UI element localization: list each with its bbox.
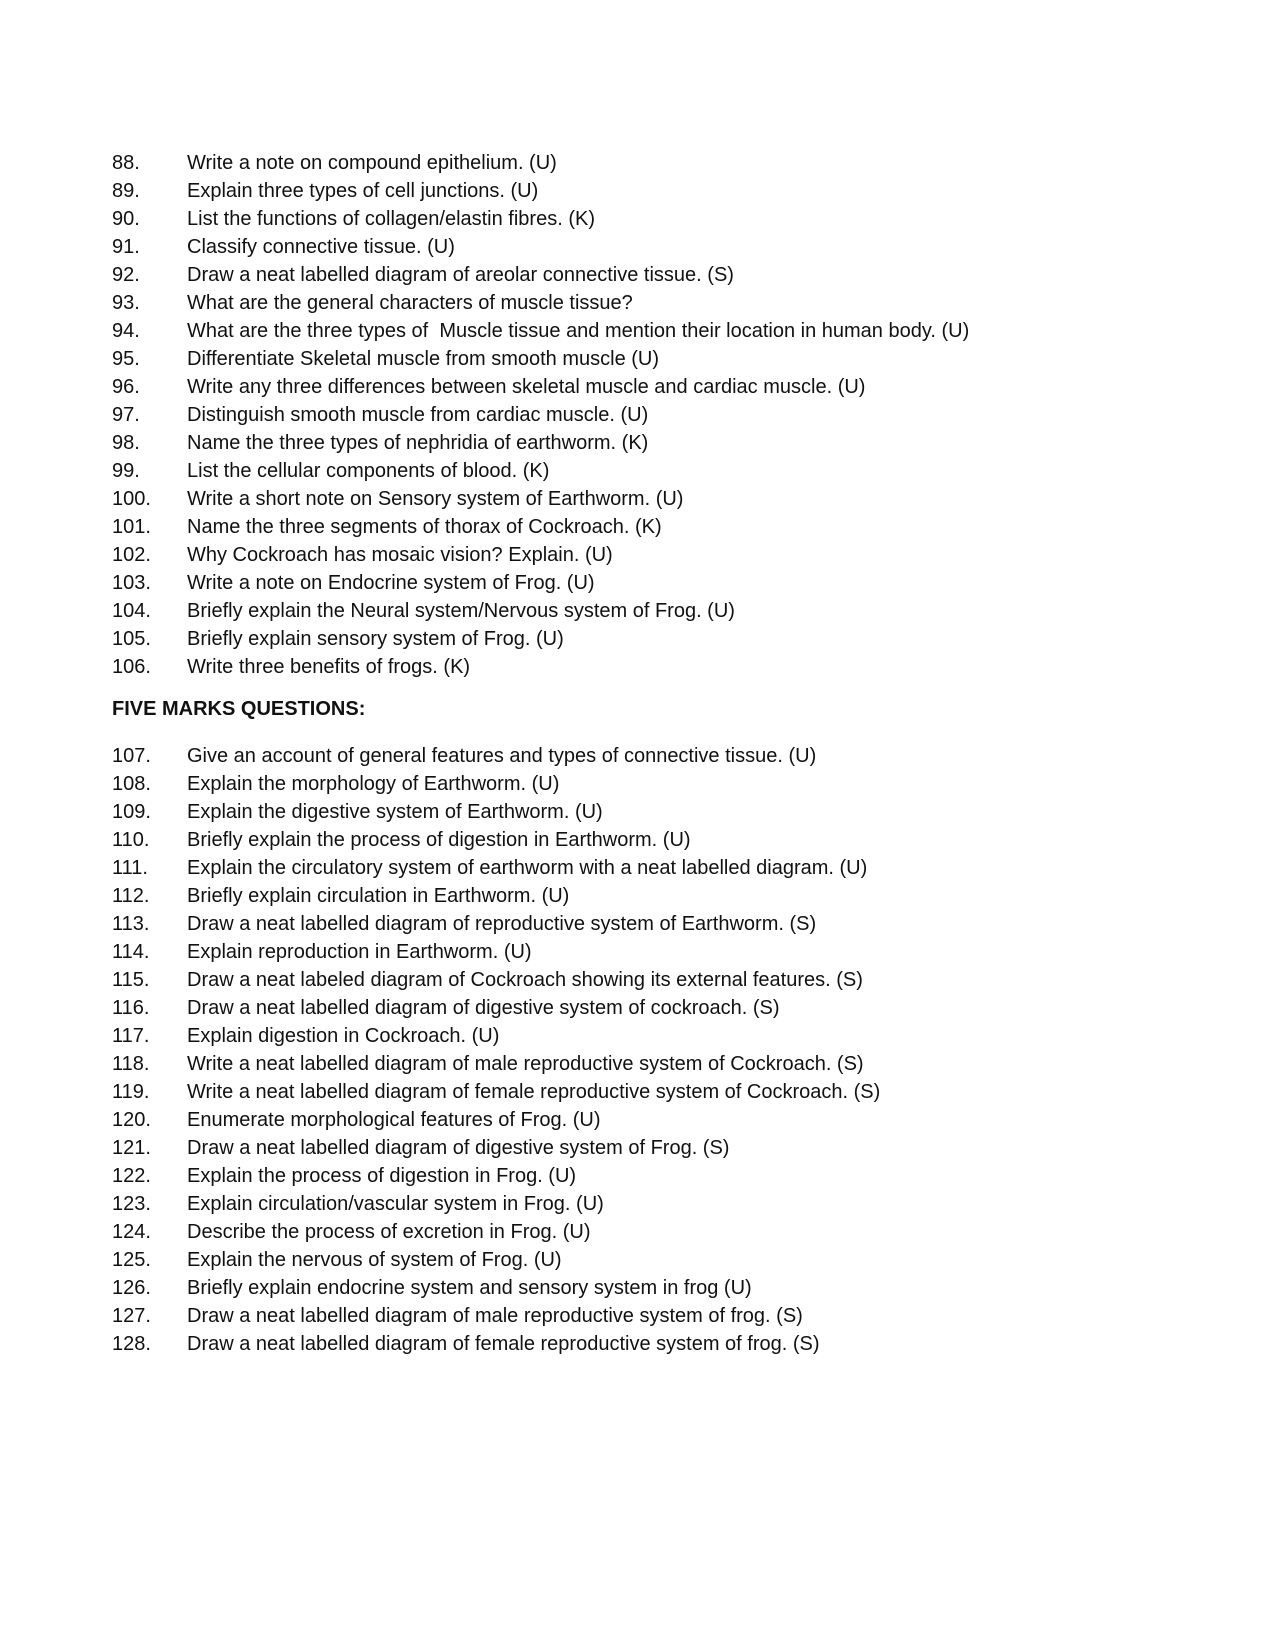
question-item bbox=[112, 1162, 1232, 1190]
question-text: Why Cockroach has mosaic vision? Explain. (U) bbox=[187, 544, 613, 566]
question-text: Draw a neat labeled diagram of Cockroach showing its external features. (S) bbox=[187, 969, 863, 991]
question-number: 94. bbox=[112, 320, 140, 342]
question-number: 122. bbox=[112, 1165, 151, 1187]
question-text: Briefly explain circulation in Earthworm. (U) bbox=[187, 885, 570, 907]
question-number: 98. bbox=[112, 432, 140, 454]
question-text: Write three benefits of frogs. (K) bbox=[187, 656, 471, 678]
question-text: Draw a neat labelled diagram of digestive system of cockroach. (S) bbox=[187, 997, 780, 1019]
question-number: 115. bbox=[112, 969, 150, 991]
question-number: 107. bbox=[112, 745, 151, 767]
question-text: Write a short note on Sensory system of Earthworm. (U) bbox=[187, 488, 684, 510]
question-item bbox=[112, 1330, 1232, 1358]
question-item bbox=[112, 798, 1232, 826]
question-number: 118. bbox=[112, 1053, 150, 1075]
question-number: 127. bbox=[112, 1305, 151, 1327]
question-number: 106. bbox=[112, 656, 151, 678]
question-number: 97. bbox=[112, 404, 140, 426]
question-number: 126. bbox=[112, 1277, 151, 1299]
question-number: 104. bbox=[112, 600, 151, 622]
question-text: Name the three types of nephridia of earthworm. (K) bbox=[187, 432, 649, 454]
question-number: 120. bbox=[112, 1109, 151, 1131]
question-item bbox=[112, 1078, 1232, 1106]
question-text: Draw a neat labelled diagram of digestive system of Frog. (S) bbox=[187, 1137, 730, 1159]
question-text: Differentiate Skeletal muscle from smooth muscle (U) bbox=[187, 348, 660, 370]
question-number: 125. bbox=[112, 1249, 151, 1271]
question-text: Explain the circulatory system of earthworm with a neat labelled diagram. (U) bbox=[187, 857, 868, 879]
question-item bbox=[112, 1134, 1232, 1162]
question-number: 92. bbox=[112, 264, 140, 286]
question-text: Write a neat labelled diagram of female reproductive system of Cockroach. (S) bbox=[187, 1081, 881, 1103]
question-item bbox=[112, 261, 1232, 289]
question-item bbox=[112, 345, 1232, 373]
question-text: Write a note on Endocrine system of Frog. (U) bbox=[187, 572, 595, 594]
question-text: Write any three differences between skeletal muscle and cardiac muscle. (U) bbox=[187, 376, 866, 398]
question-item bbox=[112, 1274, 1232, 1302]
question-text: Explain reproduction in Earthworm. (U) bbox=[187, 941, 532, 963]
question-item bbox=[112, 401, 1232, 429]
question-item bbox=[112, 854, 1232, 882]
question-item bbox=[112, 317, 1232, 345]
question-number: 100. bbox=[112, 488, 151, 510]
question-number: 96. bbox=[112, 376, 140, 398]
question-number: 89. bbox=[112, 180, 140, 202]
question-item bbox=[112, 177, 1232, 205]
question-text: Explain three types of cell junctions. (U) bbox=[187, 180, 539, 202]
question-text: Briefly explain sensory system of Frog. (U) bbox=[187, 628, 564, 650]
question-item bbox=[112, 1246, 1232, 1274]
question-text: Draw a neat labelled diagram of areolar connective tissue. (S) bbox=[187, 264, 734, 286]
question-item bbox=[112, 485, 1232, 513]
question-text: Explain the morphology of Earthworm. (U) bbox=[187, 773, 560, 795]
question-item bbox=[112, 826, 1232, 854]
question-item bbox=[112, 653, 1232, 681]
question-number: 108. bbox=[112, 773, 151, 795]
question-number: 114. bbox=[112, 941, 150, 963]
question-number: 116. bbox=[112, 997, 150, 1019]
question-list-part1 bbox=[112, 149, 1232, 681]
question-number: 101. bbox=[112, 516, 151, 538]
question-text: List the functions of collagen/elastin fibres. (K) bbox=[187, 208, 595, 230]
question-text: List the cellular components of blood. (K) bbox=[187, 460, 550, 482]
question-text: Explain the nervous of system of Frog. (U) bbox=[187, 1249, 562, 1271]
question-text: Explain circulation/vascular system in Frog. (U) bbox=[187, 1193, 604, 1215]
question-item bbox=[112, 569, 1232, 597]
question-item bbox=[112, 429, 1232, 457]
question-number: 93. bbox=[112, 292, 140, 314]
question-text: Explain digestion in Cockroach. (U) bbox=[187, 1025, 500, 1047]
question-text: Write a note on compound epithelium. (U) bbox=[187, 152, 557, 174]
question-item bbox=[112, 938, 1232, 966]
question-text: What are the three types of Muscle tissue and mention their location in human body. (U) bbox=[187, 320, 970, 342]
question-item bbox=[112, 625, 1232, 653]
question-number: 109. bbox=[112, 801, 151, 823]
question-item bbox=[112, 513, 1232, 541]
question-text: Write a neat labelled diagram of male reproductive system of Cockroach. (S) bbox=[187, 1053, 864, 1075]
question-item bbox=[112, 597, 1232, 625]
question-text: What are the general characters of muscle tissue? bbox=[187, 292, 633, 314]
question-number: 102. bbox=[112, 544, 151, 566]
question-text: Enumerate morphological features of Frog. (U) bbox=[187, 1109, 601, 1131]
question-item bbox=[112, 233, 1232, 261]
question-text: Classify connective tissue. (U) bbox=[187, 236, 455, 258]
question-number: 124. bbox=[112, 1221, 151, 1243]
question-text: Distinguish smooth muscle from cardiac muscle. (U) bbox=[187, 404, 649, 426]
question-text: Name the three segments of thorax of Cockroach. (K) bbox=[187, 516, 662, 538]
question-item bbox=[112, 966, 1232, 994]
question-number: 123. bbox=[112, 1193, 151, 1215]
question-item bbox=[112, 1050, 1232, 1078]
question-text: Briefly explain endocrine system and sensory system in frog (U) bbox=[187, 1277, 752, 1299]
question-number: 99. bbox=[112, 460, 140, 482]
question-list-part2 bbox=[112, 742, 1232, 1358]
question-item bbox=[112, 910, 1232, 938]
question-number: 119. bbox=[112, 1081, 150, 1103]
question-text: Explain the process of digestion in Frog. (U) bbox=[187, 1165, 577, 1187]
question-item bbox=[112, 882, 1232, 910]
question-number: 111. bbox=[112, 857, 148, 879]
question-item bbox=[112, 1302, 1232, 1330]
question-item bbox=[112, 1218, 1232, 1246]
question-number: 91. bbox=[112, 236, 140, 258]
question-item bbox=[112, 1190, 1232, 1218]
question-number: 95. bbox=[112, 348, 140, 370]
question-text: Draw a neat labelled diagram of female reproductive system of frog. (S) bbox=[187, 1333, 820, 1355]
question-item bbox=[112, 742, 1232, 770]
question-text: Draw a neat labelled diagram of reproductive system of Earthworm. (S) bbox=[187, 913, 817, 935]
question-number: 117. bbox=[112, 1025, 150, 1047]
question-number: 103. bbox=[112, 572, 151, 594]
question-item bbox=[112, 541, 1232, 569]
section-heading: FIVE MARKS QUESTIONS: bbox=[112, 698, 366, 720]
question-item bbox=[112, 289, 1232, 317]
question-item bbox=[112, 1106, 1232, 1134]
question-number: 88. bbox=[112, 152, 140, 174]
question-text: Describe the process of excretion in Frog. (U) bbox=[187, 1221, 591, 1243]
question-item bbox=[112, 457, 1232, 485]
question-item bbox=[112, 373, 1232, 401]
question-text: Explain the digestive system of Earthworm. (U) bbox=[187, 801, 603, 823]
question-number: 121. bbox=[112, 1137, 151, 1159]
question-number: 112. bbox=[112, 885, 150, 907]
question-number: 90. bbox=[112, 208, 140, 230]
question-text: Briefly explain the process of digestion in Earthworm. (U) bbox=[187, 829, 691, 851]
question-item bbox=[112, 994, 1232, 1022]
question-item bbox=[112, 1022, 1232, 1050]
question-text: Draw a neat labelled diagram of male reproductive system of frog. (S) bbox=[187, 1305, 803, 1327]
question-number: 105. bbox=[112, 628, 151, 650]
question-number: 110. bbox=[112, 829, 150, 851]
question-text: Give an account of general features and types of connective tissue. (U) bbox=[187, 745, 817, 767]
question-text: Briefly explain the Neural system/Nervous system of Frog. (U) bbox=[187, 600, 735, 622]
question-item bbox=[112, 770, 1232, 798]
question-item bbox=[112, 149, 1232, 177]
question-number: 128. bbox=[112, 1333, 151, 1355]
question-number: 113. bbox=[112, 913, 150, 935]
question-item bbox=[112, 205, 1232, 233]
